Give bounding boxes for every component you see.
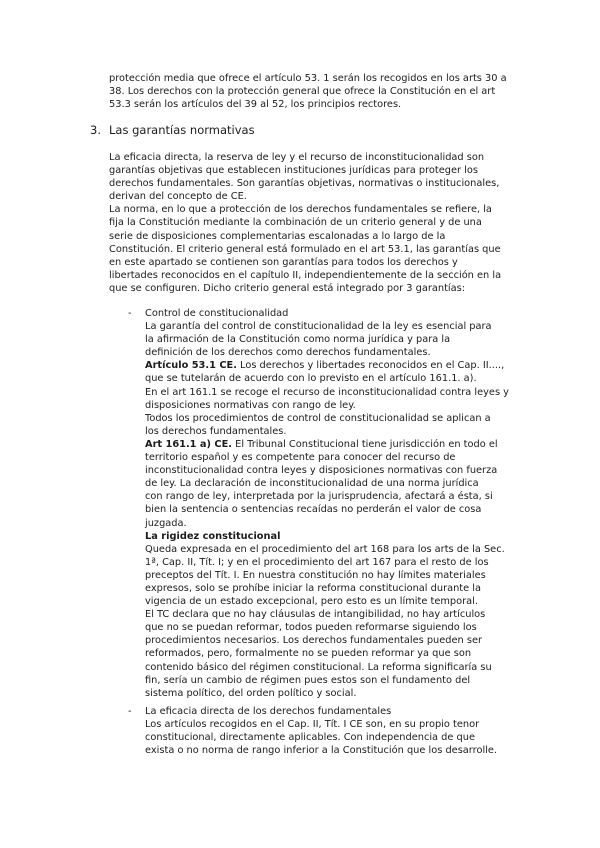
text-line: exista o no norma de rango inferior a la Constitución que los desarrolle.: [145, 745, 498, 757]
text-line: [145, 438, 509, 451]
text-line: Los artículos recogidos en el Cap. II, Tít. I CE son, en su propio tenor: [145, 719, 480, 731]
text-line: bien la sentencia o sentencias recaídas no perderán el valor de cosa: [145, 504, 482, 516]
text-line: La norma, en lo que a protección de los derechos fundamentales se refiere, la: [109, 204, 492, 216]
text-line: en este apartado se contienen son garantías para todos los derechos y: [109, 256, 458, 268]
article-text: El Tribunal Constitucional tiene jurisdicción en todo el: [232, 438, 498, 450]
text-line: derivan del concepto de CE.: [109, 191, 247, 203]
list-item-eficacia-directa: [145, 705, 497, 757]
text-line: sistema político, del orden político y social.: [145, 687, 357, 699]
text-line: los derechos fundamentales.: [145, 425, 287, 437]
text-line: Constitución. El criterio general está formulado en el art 53.1, las garantías que: [109, 243, 501, 255]
text-line: inconstitucionalidad contra leyes y disposiciones normativas con fuerza: [145, 465, 498, 477]
text-line: de ley. La declaración de inconstitucionalidad de una norma jurídica: [145, 478, 479, 490]
section-number: 3.: [90, 123, 101, 137]
text-line: 38. Los derechos con la protección general que ofrece la Constitución en el art: [109, 86, 496, 98]
text-line: En el art 161.1 se recoge el recurso de inconstitucionalidad contra leyes y: [145, 386, 509, 398]
text-line: 1ª, Cap. II, Tít. I; y en el procedimiento del art 167 para el resto de los: [145, 556, 489, 568]
text-line: serie de disposiciones complementarias escalonadas a lo largo de la: [109, 230, 446, 242]
text-line: definición de los derechos como derechos fundamentales.: [145, 347, 431, 359]
text-line: con rango de ley, interpretada por la jurisprudencia, afectará a ésta, si: [145, 491, 493, 503]
text-line: garantías objetivas que establecen instituciones jurídicas para proteger los: [109, 165, 478, 177]
text-line: preceptos del Tít. I. En nuestra constitución no hay límites materiales: [145, 569, 486, 581]
text-line: disposiciones normativas con rango de ley.: [145, 399, 356, 411]
article-text: Los derechos y libertades reconocidos en el Cap. II....,: [236, 360, 505, 372]
intro-paragraph: [109, 72, 507, 111]
text-line: protección media que ofrece el artículo 53. 1 serán los recogidos en los arts 30 a: [109, 73, 507, 84]
text-line: reformados, pero, formalmente no se pueden reformar ya que son: [145, 648, 472, 660]
text-line: procedimientos necesarios. Los derechos fundamentales pueden ser: [145, 635, 483, 647]
list-dash: -: [128, 706, 132, 717]
subheading-rigidez: La rigidez constitucional: [145, 530, 281, 542]
text-line: que no se puedan reformar, todos pueden reformarse siguiendo los: [145, 622, 477, 634]
text-line: vigencia de un estado excepcional, pero esto es un límite temporal.: [145, 596, 478, 608]
text-line: la afirmación de la Constitución como norma jurídica y para la: [145, 334, 451, 346]
list-item-title: Control de constitucionalidad: [145, 308, 289, 319]
text-line: fija la Constitución mediante la combinación de un criterio general y de una: [109, 217, 482, 229]
section-title: Las garantías normativas: [109, 123, 255, 137]
text-line: expresos, solo se prohíbe iniciar la reforma constitucional durante la: [145, 582, 482, 594]
text-line: La eficacia directa, la reserva de ley y el recurso de inconstitucionalidad son: [109, 152, 485, 163]
text-line: territorio español y es competente para conocer del recurso de: [145, 452, 456, 464]
text-line: Todos los procedimientos de control de constitucionalidad se aplican a: [145, 412, 491, 424]
text-line: derechos fundamentales. Son garantías objetivas, normativas o institucionales,: [109, 178, 500, 190]
text-line: La garantía del control de constitucionalidad de la ley es esencial para: [145, 321, 492, 333]
list-item-title: La eficacia directa de los derechos fundamentales: [145, 706, 392, 717]
list-item-control-constitucionalidad: [145, 307, 509, 700]
text-line: contenido básico del régimen constitucional. La reforma significaría su: [145, 661, 492, 673]
list-dash: -: [128, 308, 132, 319]
text-line: libertades reconocidos en el capítulo II, independientemente de la sección en la: [109, 269, 502, 281]
article-label: Artículo 53.1 CE.: [145, 360, 237, 372]
text-line: que se configuren. Dicho criterio general está integrado por 3 garantías:: [109, 282, 466, 294]
article-label: Art 161.1 a) CE.: [145, 438, 233, 450]
text-line: que se tutelarán de acuerdo con lo previsto en el artículo 161.1. a).: [145, 373, 477, 385]
text-line: [145, 359, 509, 372]
text-line: fin, sería un cambio de régimen pues estos son el fundamento del: [145, 674, 471, 686]
text-line: El TC declara que no hay cláusulas de intangibilidad, no hay artículos: [145, 609, 486, 621]
text-line: Queda expresada en el procedimiento del art 168 para los arts de la Sec.: [145, 543, 505, 555]
paragraph-guarantees: [109, 151, 501, 295]
text-line: juzgada.: [145, 517, 187, 529]
text-line: constitucional, directamente aplicables. Con independencia de que: [145, 732, 475, 744]
text-line: 53.3 serán los artículos del 39 al 52, los principios rectores.: [109, 99, 402, 111]
